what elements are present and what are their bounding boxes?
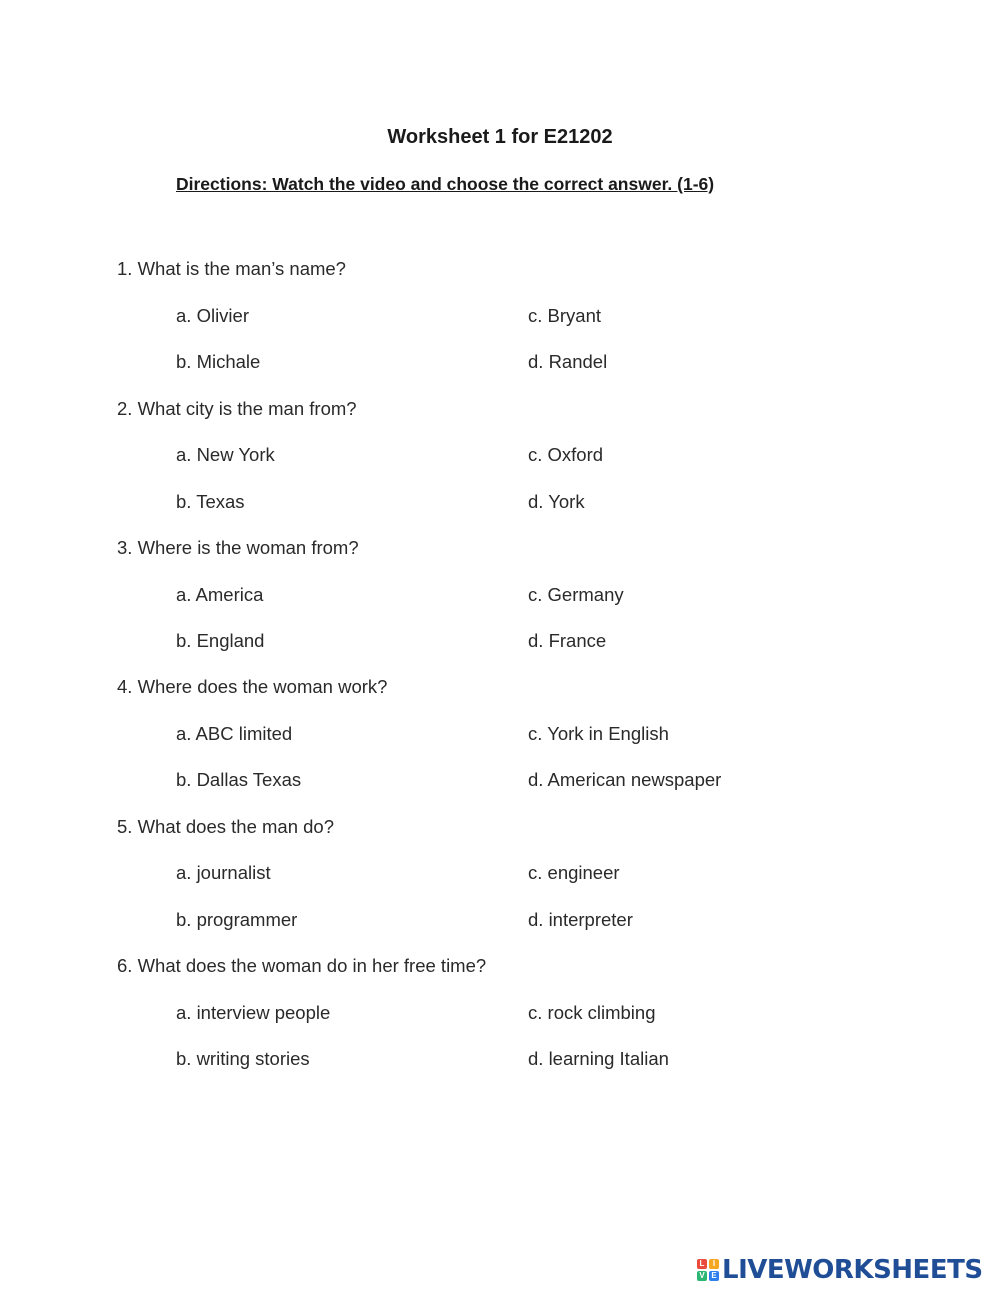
question-3: 3. Where is the woman from? — [117, 537, 359, 558]
question-4-option-a[interactable]: a. ABC limited — [176, 723, 293, 744]
question-5-option-c[interactable]: c. engineer — [528, 862, 620, 883]
question-1-option-d[interactable]: d. Randel — [528, 351, 608, 372]
question-5-option-d[interactable]: d. interpreter — [528, 909, 633, 930]
question-1-option-a[interactable]: a. Olivier — [176, 305, 249, 326]
question-3-option-b[interactable]: b. England — [176, 630, 265, 651]
liveworksheets-logo — [697, 1256, 983, 1284]
question-5-option-b[interactable]: b. programmer — [176, 909, 298, 930]
question-1-option-b[interactable]: b. Michale — [176, 351, 261, 372]
logo-text: LIVEWORKSHEETS — [722, 1255, 983, 1285]
question-2-option-b[interactable]: b. Texas — [176, 491, 245, 512]
question-2-option-d[interactable]: d. York — [528, 491, 585, 512]
question-2-option-c[interactable]: c. Oxford — [528, 444, 604, 465]
question-2-option-a[interactable]: a. New York — [176, 444, 275, 465]
question-3-option-c[interactable]: c. Germany — [528, 584, 624, 605]
question-2: 2. What city is the man from? — [117, 398, 357, 419]
logo-block-i: I — [709, 1259, 719, 1269]
worksheet-title: Worksheet 1 for E21202 — [387, 126, 613, 148]
question-6-option-b[interactable]: b. writing stories — [176, 1048, 310, 1069]
question-6-option-d[interactable]: d. learning Italian — [528, 1048, 669, 1069]
question-4: 4. Where does the woman work? — [117, 676, 388, 697]
question-3-option-d[interactable]: d. France — [528, 630, 607, 651]
question-6-option-a[interactable]: a. interview people — [176, 1002, 331, 1023]
directions-text: Directions: Watch the video and choose the correct answer. (1-6) — [176, 174, 715, 194]
logo-blocks-icon — [697, 1259, 719, 1281]
question-5: 5. What does the man do? — [117, 816, 334, 837]
question-4-option-b[interactable]: b. Dallas Texas — [176, 769, 302, 790]
question-6: 6. What does the woman do in her free time? — [117, 955, 487, 976]
logo-block-e: E — [709, 1271, 719, 1281]
question-4-option-c[interactable]: c. York in English — [528, 723, 669, 744]
question-1-option-c[interactable]: c. Bryant — [528, 305, 601, 326]
question-6-option-c[interactable]: c. rock climbing — [528, 1002, 656, 1023]
logo-block-l: L — [697, 1259, 707, 1269]
question-3-option-a[interactable]: a. America — [176, 584, 264, 605]
logo-block-v: V — [697, 1271, 707, 1281]
question-5-option-a[interactable]: a. journalist — [176, 862, 271, 883]
question-1: 1. What is the man’s name? — [117, 258, 346, 279]
question-4-option-d[interactable]: d. American newspaper — [528, 769, 722, 790]
